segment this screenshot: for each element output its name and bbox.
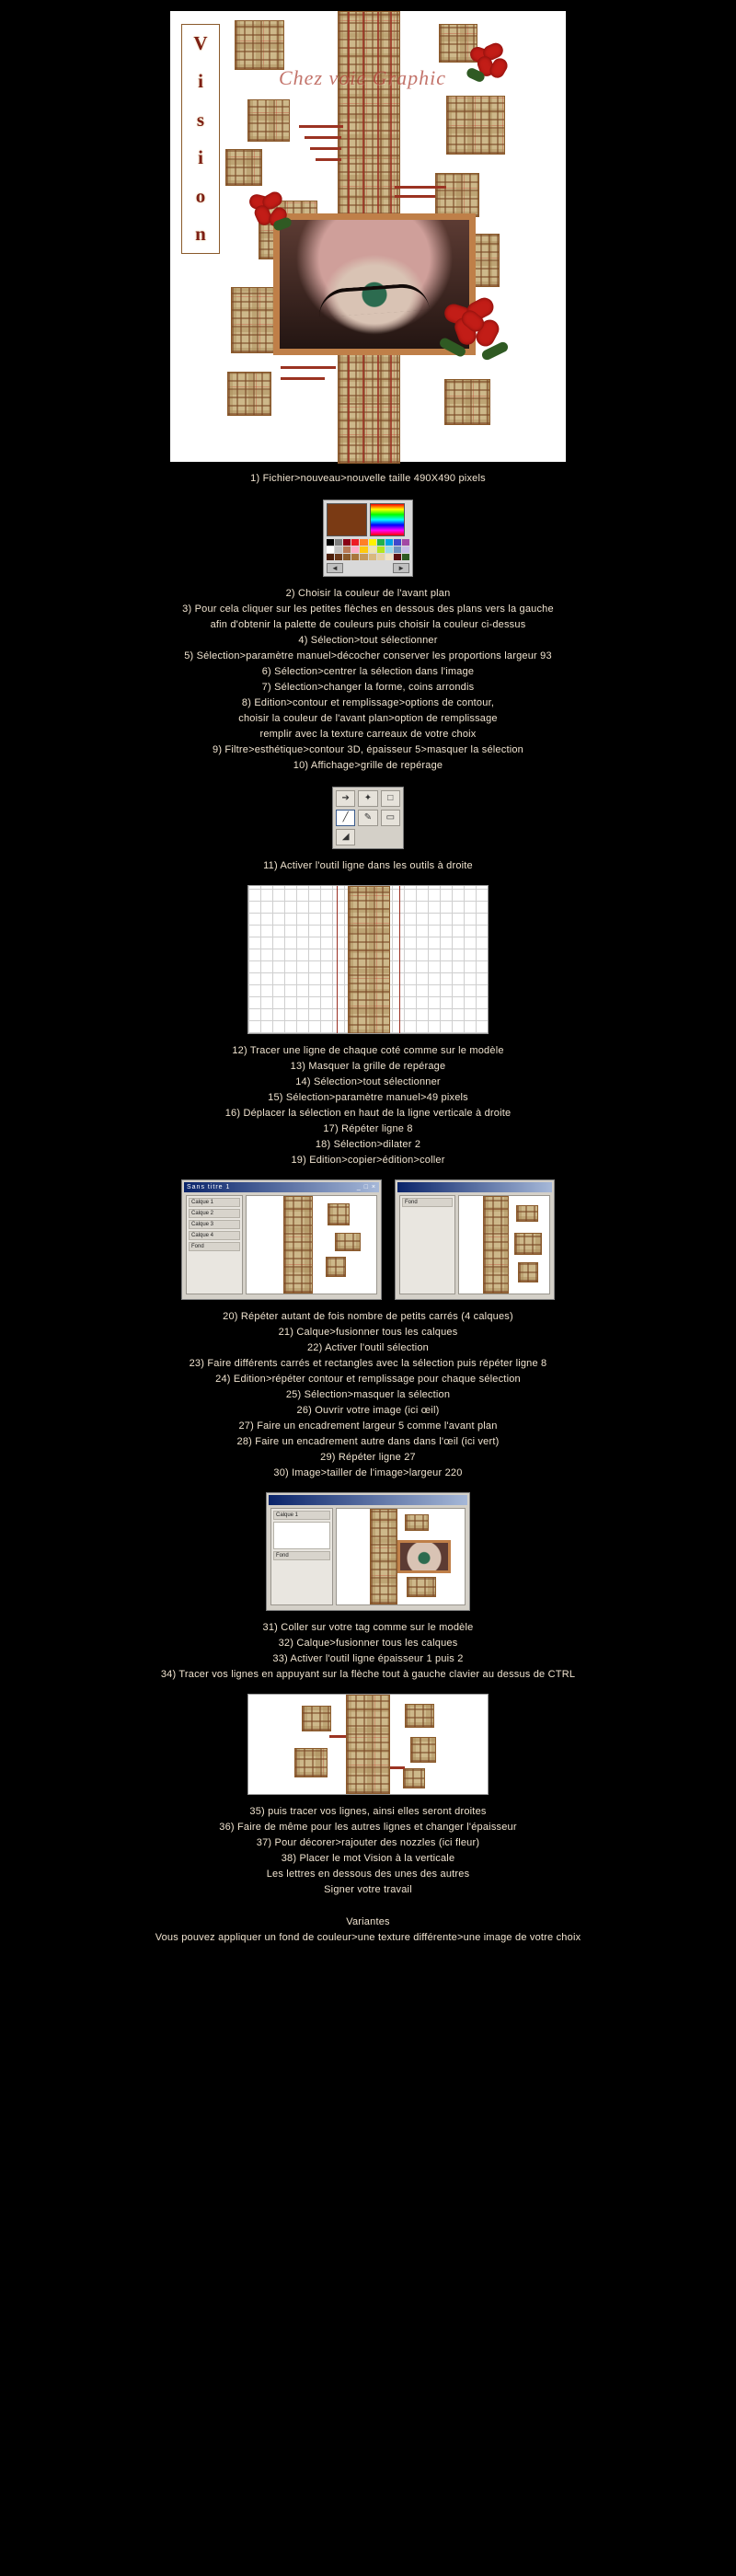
eye-image-preview xyxy=(397,1540,451,1573)
vision-letter: n xyxy=(195,222,206,245)
step-line: 19) Edition>copier>édition>coller xyxy=(291,1155,445,1166)
variantes-title: Variantes xyxy=(346,1916,390,1927)
layer-row[interactable]: Fond xyxy=(402,1198,453,1207)
tag-artwork xyxy=(170,11,566,462)
plaid-band-preview xyxy=(348,886,390,1034)
layer-row[interactable]: Fond xyxy=(273,1551,330,1560)
decor-line xyxy=(395,186,446,189)
vision-letter: s xyxy=(196,108,205,131)
plaid-square xyxy=(326,1257,346,1277)
step-line: 30) Image>tailler de l'image>largeur 220 xyxy=(273,1467,463,1478)
plaid-square xyxy=(446,96,505,155)
plaid-square xyxy=(225,149,262,186)
decor-line xyxy=(299,125,343,128)
step-line: 37) Pour décorer>rajouter des nozzles (ici fleur) xyxy=(256,1837,480,1848)
layers-panel[interactable] xyxy=(399,1195,455,1294)
flower-decoration-large xyxy=(439,298,512,368)
vision-word-box xyxy=(181,24,220,254)
step-line: 15) Sélection>paramètre manuel>49 pixels xyxy=(268,1092,468,1103)
step-line: 6) Sélection>centrer la sélection dans l'image xyxy=(261,666,475,677)
steps-group-1 xyxy=(0,471,736,487)
step-line: 1) Fichier>nouveau>nouvelle taille 490X490 pixels xyxy=(250,473,486,484)
flower-decoration xyxy=(466,44,514,88)
final-preview-screenshot xyxy=(247,1694,489,1795)
brush-icon[interactable]: ✎ xyxy=(358,810,377,826)
tool-palette-widget[interactable] xyxy=(332,787,404,849)
psp-window-left[interactable] xyxy=(181,1179,382,1300)
plaid-square xyxy=(407,1577,436,1597)
psp-window-right[interactable] xyxy=(395,1179,555,1300)
steps-group-3 xyxy=(0,858,736,874)
step-line: 16) Déplacer la sélection en haut de la ligne verticale à droite xyxy=(224,1108,512,1119)
step-line: 25) Sélection>masquer la sélection xyxy=(285,1389,451,1400)
plaid-square xyxy=(335,1233,361,1251)
decor-line xyxy=(310,147,341,150)
decor-line xyxy=(281,377,325,380)
plaid-square xyxy=(435,173,479,217)
line-icon[interactable]: ╱ xyxy=(336,810,355,826)
steps-group-4 xyxy=(0,1043,736,1168)
flower-decoration xyxy=(246,191,293,236)
guide-line xyxy=(399,886,400,1033)
step-line: remplir avec la texture carreaux de votre choix xyxy=(259,729,477,740)
plaid-square xyxy=(405,1514,429,1531)
step-line: 10) Affichage>grille de repérage xyxy=(293,760,443,771)
step-line: 34) Tracer vos lignes en appuyant sur la flèche tout à gauche clavier au dessus de CTRL xyxy=(160,1669,576,1680)
arrow-icon[interactable]: ➔ xyxy=(336,790,355,807)
window-controls[interactable]: _ □ × xyxy=(356,1184,376,1190)
layers-panel[interactable] xyxy=(186,1195,243,1294)
decor-line xyxy=(395,195,435,198)
decor-line xyxy=(305,136,341,139)
plaid-square xyxy=(405,1704,434,1728)
step-line: 32) Calque>fusionner tous les calques xyxy=(278,1638,458,1649)
vision-letter: i xyxy=(198,146,203,169)
plaid-square xyxy=(302,1706,331,1731)
layers-panel[interactable] xyxy=(270,1508,333,1605)
color-rainbow-strip[interactable] xyxy=(370,503,405,536)
vision-letter: V xyxy=(193,32,208,54)
grid-guide-screenshot xyxy=(247,885,489,1034)
canvas-area[interactable] xyxy=(246,1195,377,1294)
step-line: afin d'obtenir la palette de couleurs puis choisir la couleur ci-dessus xyxy=(210,619,526,630)
plaid-band-preview xyxy=(483,1196,509,1294)
plaid-square xyxy=(235,20,284,70)
step-line: 8) Edition>contour et remplissage>options de contour, xyxy=(241,697,495,708)
foreground-color-swatch[interactable] xyxy=(327,503,367,536)
steps-group-7 xyxy=(0,1804,736,1898)
step-line: 20) Répéter autant de fois nombre de petits carrés (4 calques) xyxy=(223,1311,513,1322)
step-line: 31) Coller sur votre tag comme sur le modèle xyxy=(262,1622,474,1633)
canvas-area[interactable] xyxy=(458,1195,550,1294)
decor-line xyxy=(329,1735,346,1738)
decor-line xyxy=(390,1766,405,1769)
step-line: 29) Répéter ligne 27 xyxy=(320,1452,416,1463)
magic-wand-icon[interactable]: ✦ xyxy=(358,790,377,807)
plaid-square xyxy=(403,1768,425,1788)
layer-row[interactable]: Calque 1 xyxy=(273,1511,330,1520)
steps-group-2 xyxy=(0,586,736,774)
selection-icon[interactable]: □ xyxy=(381,790,400,807)
eraser-icon[interactable]: ▭ xyxy=(381,810,400,826)
steps-group-5 xyxy=(0,1309,736,1481)
step-line: 9) Filtre>esthétique>contour 3D, épaisseur 5>masquer la sélection xyxy=(213,744,523,755)
steps-group-6 xyxy=(0,1620,736,1683)
variantes-text: Vous pouvez appliquer un fond de couleur>une texture différente>une image de votre choix xyxy=(155,1932,581,1943)
step-line: 24) Edition>répéter contour et remplissage pour chaque sélection xyxy=(215,1374,521,1385)
step-line: Signer votre travail xyxy=(324,1884,412,1895)
plaid-square xyxy=(514,1233,542,1255)
plaid-square xyxy=(410,1737,436,1763)
step-line: Les lettres en dessous des unes des autres xyxy=(266,1869,470,1880)
plaid-band-preview xyxy=(283,1196,313,1294)
decor-line xyxy=(281,366,336,369)
vision-letter: i xyxy=(198,70,203,93)
plaid-square xyxy=(294,1748,328,1777)
psp-screenshots-pair xyxy=(0,1179,736,1300)
psp-screenshot-third xyxy=(0,1492,736,1611)
step-line: 36) Faire de même pour les autres lignes et changer l'épaisseur xyxy=(219,1822,517,1833)
plaid-band-preview xyxy=(370,1509,397,1604)
variantes-section xyxy=(0,1915,736,1946)
plaid-square xyxy=(328,1203,350,1225)
layer-row[interactable]: Fond xyxy=(189,1242,240,1251)
step-line: 21) Calque>fusionner tous les calques xyxy=(278,1327,458,1338)
step-line: 13) Masquer la grille de repérage xyxy=(290,1061,446,1072)
step-line: 7) Sélection>changer la forme, coins arrondis xyxy=(261,682,475,693)
decor-line xyxy=(316,158,341,161)
step-line: 23) Faire différents carrés et rectangles avec la sélection puis répéter ligne 8 xyxy=(189,1358,547,1369)
window-title: Sans titre 1 xyxy=(187,1184,231,1190)
plaid-band-preview xyxy=(346,1695,390,1794)
guide-line xyxy=(337,886,338,1033)
step-line: 11) Activer l'outil ligne dans les outils à droite xyxy=(263,860,473,871)
canvas-area[interactable] xyxy=(336,1508,466,1605)
color-swatch-grid[interactable] xyxy=(327,539,409,560)
step-line: 26) Ouvrir votre image (ici œil) xyxy=(296,1405,440,1416)
step-line: 12) Tracer une ligne de chaque coté comme sur le modèle xyxy=(232,1045,504,1056)
step-line: 33) Activer l'outil ligne épaisseur 1 puis 2 xyxy=(272,1653,464,1664)
step-line: choisir la couleur de l'avant plan>option de remplissage xyxy=(238,713,498,724)
layer-row[interactable]: Calque 2 xyxy=(189,1209,240,1218)
layer-row[interactable]: Calque 3 xyxy=(189,1220,240,1229)
palette-left-arrow[interactable]: ◄ xyxy=(327,563,343,573)
step-line: 5) Sélection>paramètre manuel>décocher conserver les proportions largeur 93 xyxy=(184,650,552,661)
plaid-square xyxy=(518,1262,538,1282)
plaid-square xyxy=(516,1205,538,1222)
psp-window-third[interactable] xyxy=(266,1492,470,1611)
step-line: 17) Répéter ligne 8 xyxy=(323,1123,413,1134)
step-line: 27) Faire un encadrement largeur 5 comme l'avant plan xyxy=(238,1420,498,1432)
watermark-text: Chez voie Graphic xyxy=(279,66,446,89)
palette-right-arrow[interactable]: ► xyxy=(393,563,409,573)
step-line: 22) Activer l'outil sélection xyxy=(306,1342,429,1353)
step-line: 28) Faire un encadrement autre dans dans l'œil (ici vert) xyxy=(236,1436,500,1447)
vision-letter: o xyxy=(195,184,206,207)
step-line: 3) Pour cela cliquer sur les petites flèches en dessous des plans vers la gauche xyxy=(182,604,554,615)
step-line: 18) Sélection>dilater 2 xyxy=(315,1139,421,1150)
layer-row[interactable]: Calque 1 xyxy=(189,1198,240,1207)
plaid-square xyxy=(247,99,290,142)
plaid-square xyxy=(444,379,490,425)
layer-row[interactable]: Calque 4 xyxy=(189,1231,240,1240)
fill-icon[interactable]: ◢ xyxy=(336,829,355,845)
step-line: 2) Choisir la couleur de l'avant plan xyxy=(285,588,451,599)
color-palette-widget[interactable] xyxy=(323,500,413,577)
step-line: 4) Sélection>tout sélectionner xyxy=(298,635,438,646)
step-line: 38) Placer le mot Vision à la verticale xyxy=(281,1853,455,1864)
step-line: 14) Sélection>tout sélectionner xyxy=(295,1076,441,1087)
step-line: 35) puis tracer vos lignes, ainsi elles seront droites xyxy=(249,1806,487,1817)
plaid-square xyxy=(227,372,271,416)
